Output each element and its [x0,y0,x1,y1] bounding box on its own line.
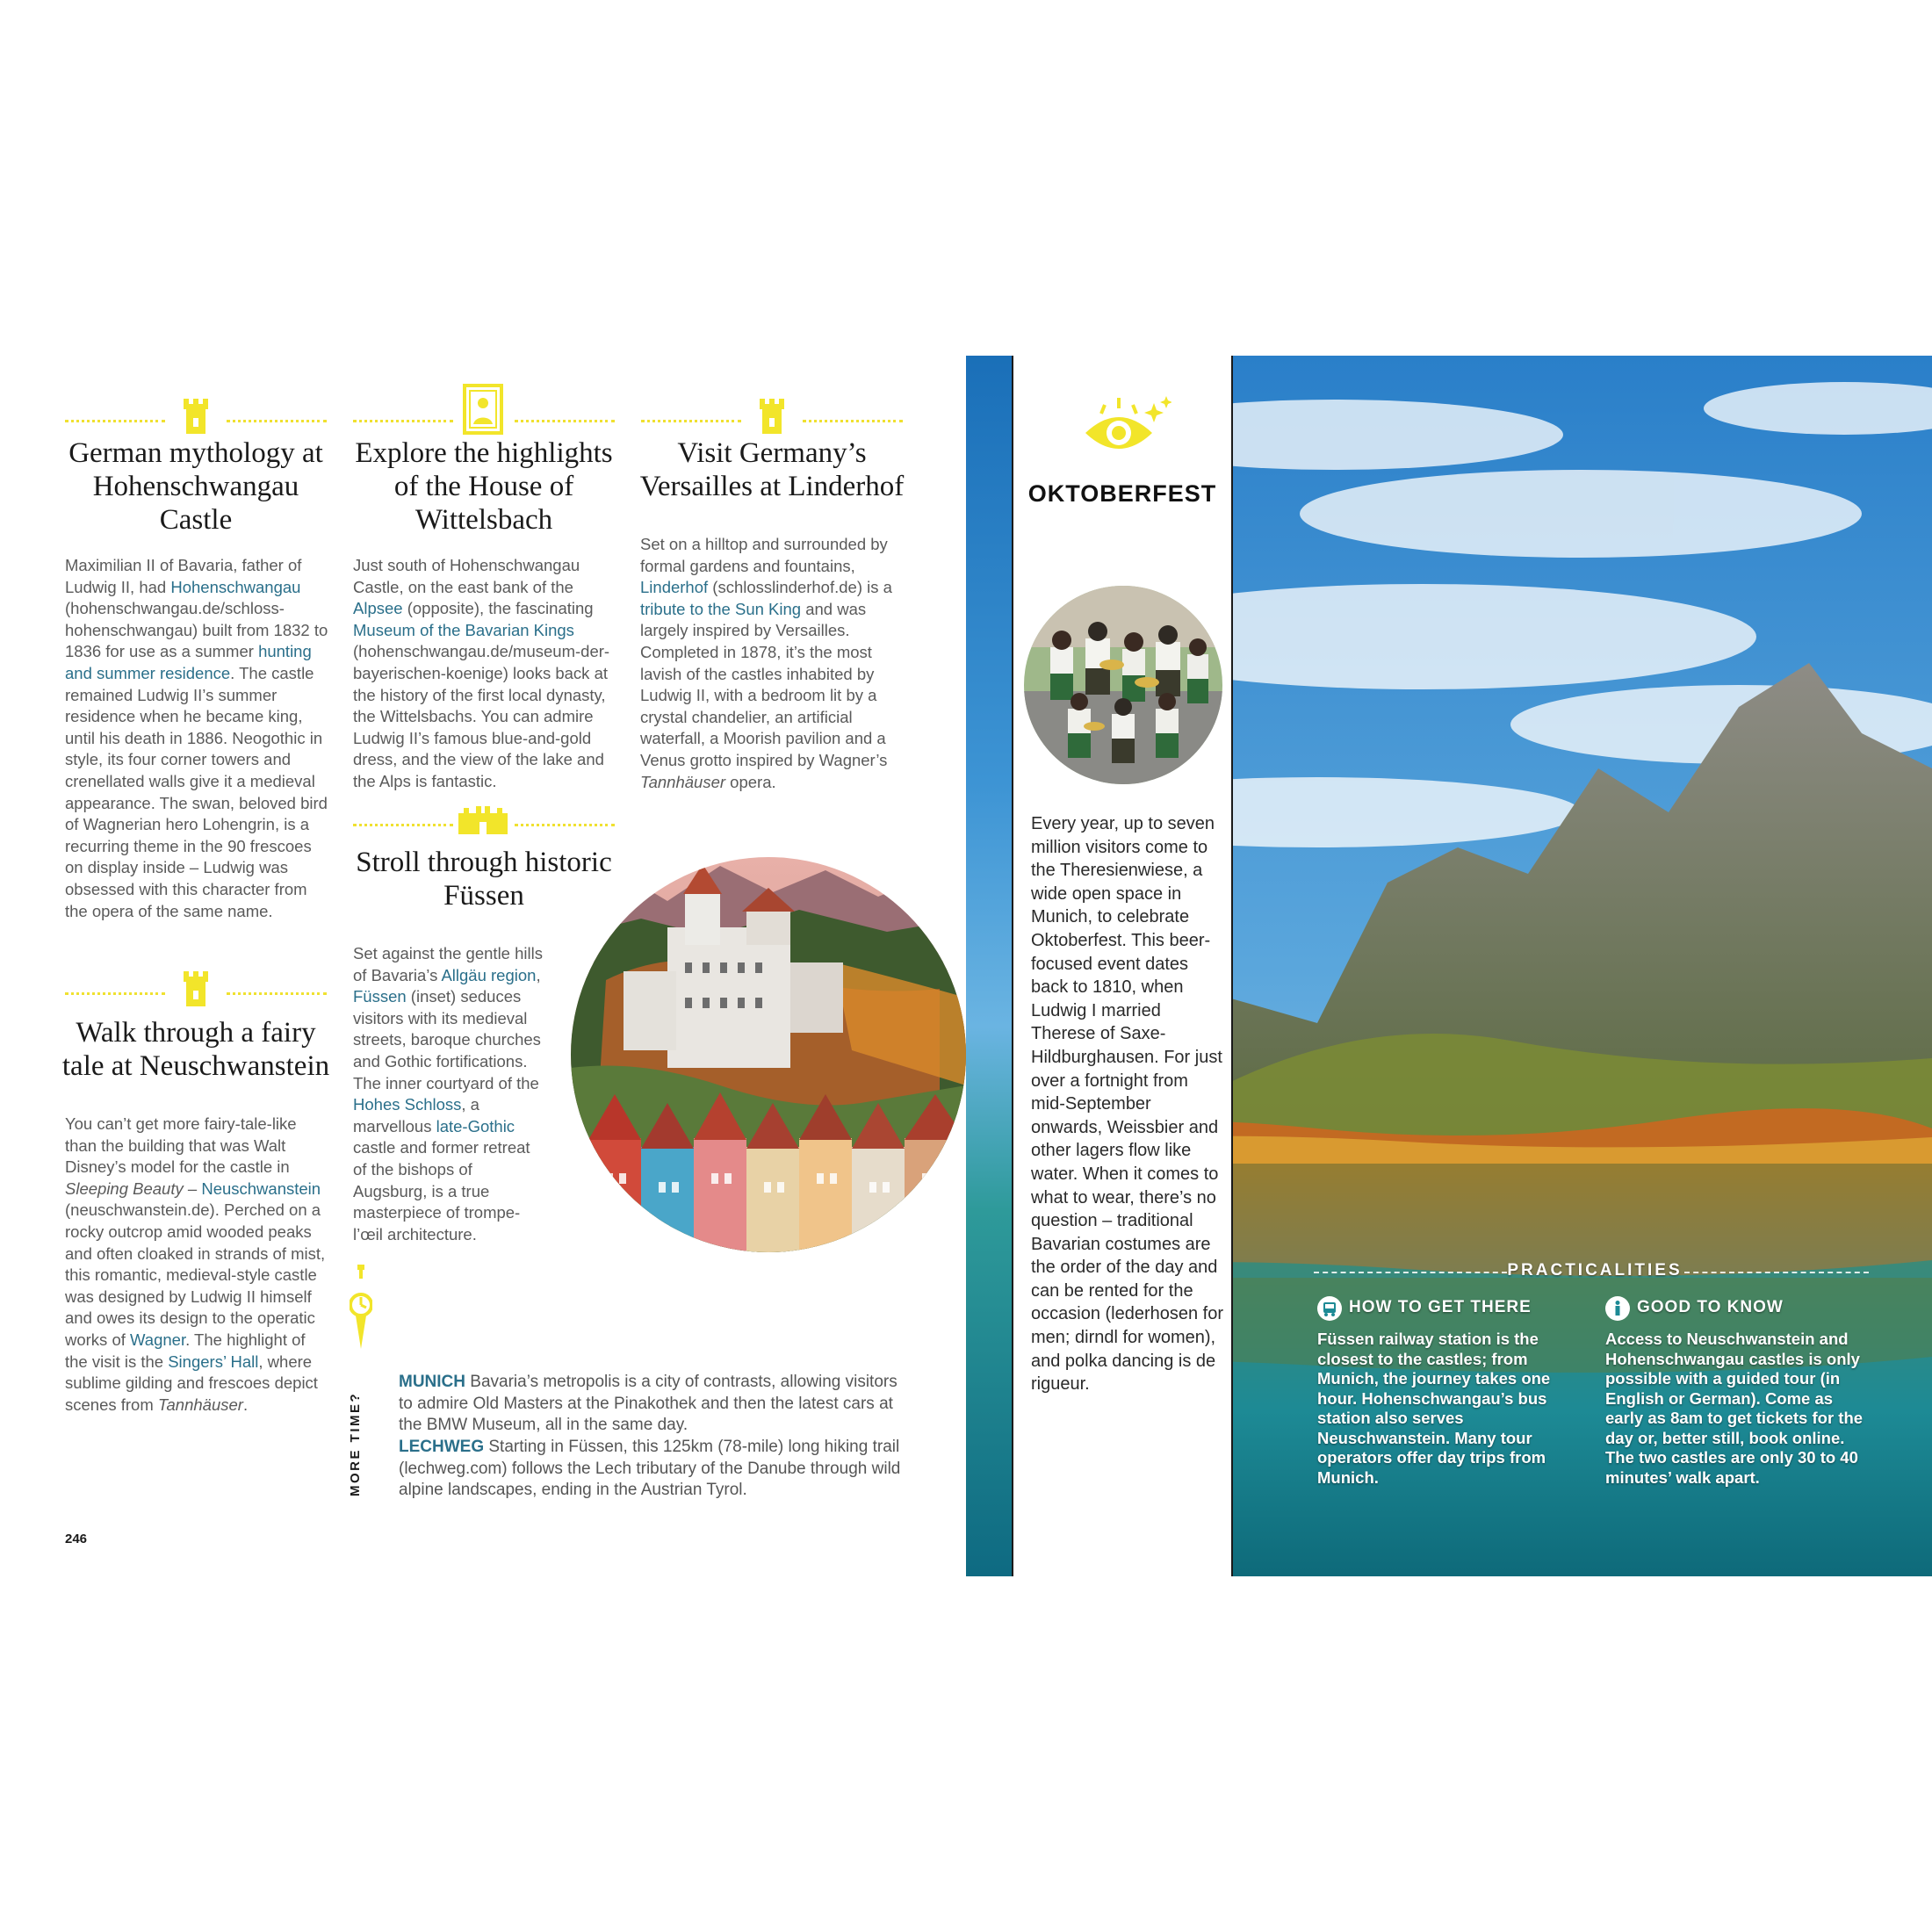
link-late-gothic[interactable]: late-Gothic [436,1116,515,1135]
divider [227,992,327,995]
section-title: Walk through a fairy tale at Neuschwanstein [61,1017,330,1082]
good-to-know-title: GOOD TO KNOW [1637,1298,1784,1316]
divider [1314,1272,1507,1273]
link-wagner[interactable]: Wagner [130,1330,186,1349]
section-title: Stroll through historic Füssen [356,847,612,912]
getting-there-title: HOW TO GET THERE [1349,1298,1532,1316]
castle-tower-icon [182,971,210,1006]
divider [515,824,615,826]
link-linderhof[interactable]: Linderhof [640,578,709,597]
oktoberfest-parade-photo [1024,586,1222,784]
section-body: You can’t get more fairy-tale-like than the building that was Walt Disney’s model for the castle in Sleeping Beauty – Neuschwanstein (neuschwanstein.de). Perched on a rocky outcrop amid wooded peaks and often cloaked in strands of mist, this romantic, medieval-style castle was designed by Ludwig II himself and owes its design to the operatic works of Wagner. The highlight of the visit is the Singers’ Hall, where sublime gilding and frescoes depict scenes from Tannhäuser. [65,1114,326,1414]
divider [65,992,165,995]
link-fussen[interactable]: Füssen [353,987,407,1006]
lechweg-label: LECHWEG [399,1438,485,1456]
section-body: Just south of Hohenschwangau Castle, on the east bank of the Alpsee (opposite), the fascinating Museum of the Bavarian Kings (hohenschwangau.de/museum-der-bayerischen-koenige) looks back at the history of the first local dynasty, the Wittelsbachs. You can admire Ludwig II’s famous blue-and-gold dress, and the view of the lake and the Alps is fantastic. [353,556,610,790]
divider [1684,1272,1869,1273]
fussen-town-photo [571,857,966,1252]
section-body: Set on a hilltop and surrounded by formal gardens and fountains, Linderhof (schlosslinderhof.de) is a tribute to the Sun King and was largely inspired by Versailles. Completed in 1878, it’s the most lavish of the castles inhabited by Ludwig II, with a bedroom lit by a crystal chandelier, an artificial waterfall, a Moorish pavilion and a Venus grotto inspired by Wagner’s Tannhäuser opera. [640,535,892,791]
oktoberfest-text: Every year, up to seven million visitors come to the Theresienwiese, a wide open space in Munich, to celebrate Oktoberfest. This beer-focused event dates back to 1810, when Ludwig I married Therese of Saxe-Hildburghausen. For just over a fortnight from mid-September onwards, Weissbier and other lagers flow like water. When it comes to what to wear, there’s no question – traditional Bavarian costumes are the order of the day and can be rented for the occasion (lederhosen for men; dirndl for women), and polka dancing is de rigueur. [1031,814,1224,1395]
link-hunting-residence[interactable]: hunting and summer residence [65,642,312,682]
divider-line [1231,356,1233,1576]
portrait-frame-icon [463,384,503,435]
practicalities-title: PRACTICALITIES [1507,1261,1683,1280]
link-museum[interactable]: Museum of the Bavarian Kings [353,620,574,639]
more-time-label: MORE TIME? [348,1391,363,1496]
link-alpsee[interactable]: Alpsee [353,599,403,618]
link-hohes-schloss[interactable]: Hohes Schloss [353,1095,462,1114]
more-time-munich: MUNICH Bavaria’s metropolis is a city of contrasts, allowing visitors to admire Old Masters at the Pinakothek and then the latest cars at the BMW Museum, all in the same day. [399,1373,898,1434]
page-number: 246 [65,1532,88,1546]
more-time-lechweg: LECHWEG Starting in Füssen, this 125km (78-mile) long hiking trail (lechweg.com) follows the Lech tributary of the Danube through wild alpine landscapes, ending in the Austrian Tyrol. [399,1438,901,1499]
good-to-know-text: Access to Neuschwanstein and Hohenschwangau castles is only possible with a guided tour (in English or German). Come as early as 8am to get tickets for the day or, better still, book online. The two castles are only 30 to 40 minutes’ walk apart. [1605,1330,1864,1487]
divider [803,420,903,422]
castle-tower-icon [758,399,786,434]
section-body: Maximilian II of Bavaria, father of Ludwig II, had Hohenschwangau (hohenschwangau.de/schloss-hohenschwangau) built from 1832 to 1836 for use as a summer hunting and summer residence. The castle remained Ludwig II’s summer residence when he became king, until his death in 1886. Neogothic in style, its four corner towers and crenellated walls give it a medieval appearance. The swan, beloved bird of Wagnerian hero Lohengrin, is a recurring theme in the 90 frescoes on display inside – Ludwig was obsessed with this character from the opera of the same name. [65,556,328,920]
link-singers-hall[interactable]: Singers’ Hall [168,1352,259,1371]
munich-label: MUNICH [399,1373,465,1391]
section-title: Explore the highlights of the House of Wittelsbach [355,437,613,536]
stopwatch-icon [350,1265,372,1349]
divider [65,420,165,422]
link-allgau[interactable]: Allgäu region [441,965,537,984]
town-walls-icon [458,806,508,834]
link-hohenschwangau[interactable]: Hohenschwangau [170,577,301,596]
oktoberfest-title: OKTOBERFEST [1027,480,1217,507]
info-icon [1605,1296,1630,1321]
oktoberfest-panel [1013,356,1231,1576]
section-title: German mythology at Hohenschwangau Castle [68,437,323,536]
eye-sparkle-icon [1084,396,1171,458]
divider [227,420,327,422]
link-neuschwanstein[interactable]: Neuschwanstein [201,1179,321,1198]
divider [515,420,615,422]
divider [353,824,453,826]
link-sun-king[interactable]: tribute to the Sun King [640,599,802,618]
divider [353,420,453,422]
getting-there-text: Füssen railway station is the closest to the castles; from Munich, the journey takes one hour. Hohenschwangau’s bus station also serves Neuschwanstein. Many tour operators offer day trips from Munich. [1317,1330,1551,1487]
lake-strip-photo [966,356,1013,1576]
section-title: Visit Germany’s Versailles at Linderhof [639,437,905,502]
divider [641,420,741,422]
divider-line [1012,356,1013,1576]
castle-tower-icon [182,399,210,434]
bus-icon [1317,1296,1342,1321]
section-body: Set against the gentle hills of Bavaria’s Allgäu region, Füssen (inset) seduces visitors with its medieval streets, baroque churches and Gothic fortifications. The inner courtyard of the Hohes Schloss, a marvellous late-Gothic castle and former retreat of the bishops of Augsburg, is a true masterpiece of trompe-l’œil architecture. [353,944,543,1244]
